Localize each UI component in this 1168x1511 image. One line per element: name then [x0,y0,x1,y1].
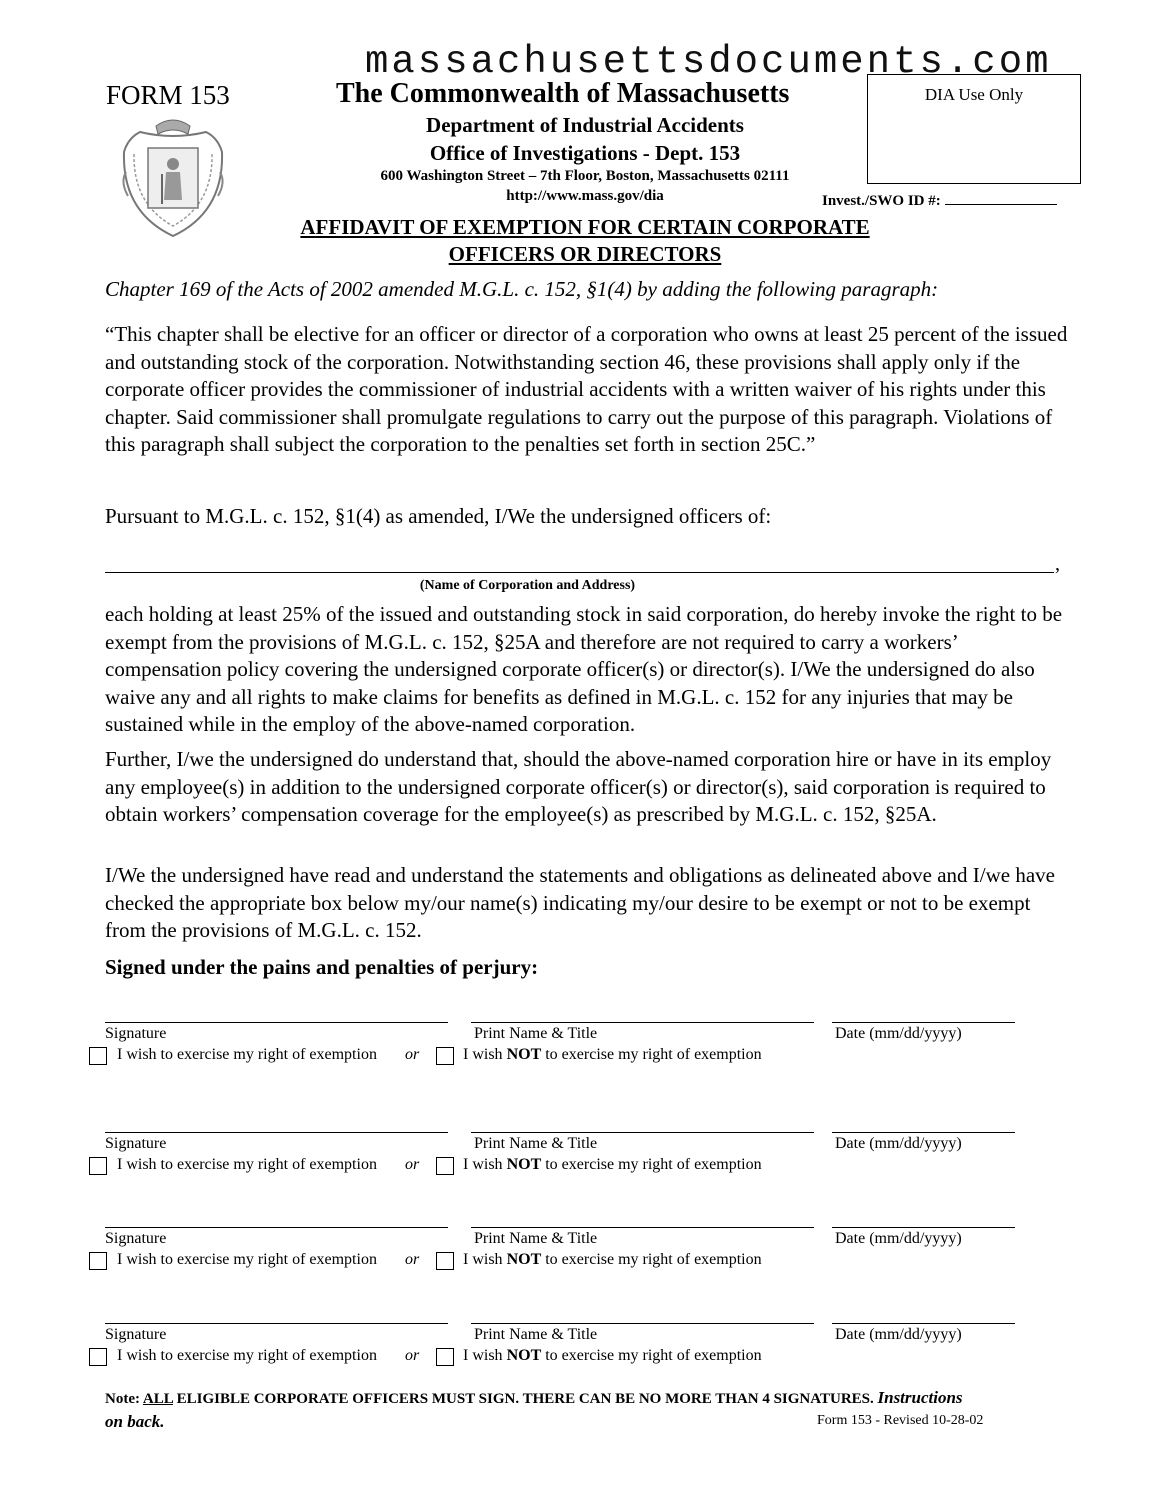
or-text: or [405,1347,420,1364]
office-address: 600 Washington Street – 7th Floor, Boston, Massachusetts 02111 [380,168,790,184]
not-exempt-option-label [463,1156,762,1174]
dia-use-only-box [867,74,1081,184]
exempt-option-label: I wish to exercise my right of exemption [117,1347,377,1364]
not-exempt-prefix: I wish [463,1251,503,1268]
not-exempt-checkbox-1[interactable] [436,1047,454,1065]
not-exempt-prefix: I wish [463,1347,503,1364]
date-line-4[interactable] [832,1323,1015,1324]
department-name: Department of Industrial Accidents [426,113,744,137]
or-text: or [405,1046,420,1063]
date-line-2[interactable] [832,1132,1015,1133]
print-name-label: Print Name & Title [474,1025,598,1042]
or-text: or [405,1156,420,1173]
exempt-option-label: I wish to exercise my right of exemption [117,1156,377,1173]
note-prefix: Note: [105,1391,143,1407]
exempt-option-label: I wish to exercise my right of exemption [117,1251,377,1268]
signature-label: Signature [105,1025,167,1042]
not-exempt-emphasis: NOT [506,1046,542,1063]
note-rest: ELIGIBLE CORPORATE OFFICERS MUST SIGN. THERE CAN BE NO MORE THAN 4 SIGNATURES. [172,1391,878,1407]
signature-label: Signature [105,1230,167,1247]
print-name-line-3[interactable] [471,1227,814,1228]
not-exempt-checkbox-4[interactable] [436,1348,454,1366]
date-label: Date (mm/dd/yyyy) [835,1025,962,1042]
corporation-line-comma: , [1055,553,1060,575]
signature-label: Signature [105,1326,167,1343]
not-exempt-suffix: to exercise my right of exemption [545,1251,762,1268]
form-revision: Form 153 - Revised 10-28-02 [817,1413,984,1428]
exempt-checkbox-1[interactable] [89,1047,107,1065]
not-exempt-emphasis: NOT [506,1156,542,1173]
note-all: ALL [142,1391,173,1407]
print-name-label: Print Name & Title [474,1135,598,1152]
signature-line-2[interactable] [105,1132,448,1133]
footer-note [105,1388,963,1408]
signature-line-4[interactable] [105,1323,448,1324]
exemption-paragraph: each holding at least 25% of the issued and outstanding stock in said corporation, do hereby invoke the right to be exempt from the provisions of M.G.L. c. 152, §25A and therefore are not required to carry a workers’ compensation policy covering the undersigned corporate officer(s) or director(s). I/We the undersigned do also waive any and all rights to make claims for benefits as defined in M.G.L. c. 152 for any injuries that may be sustained while in the employ of the above-named corporation. [105,602,1063,736]
print-name-line-1[interactable] [471,1022,814,1023]
not-exempt-prefix: I wish [463,1156,503,1173]
not-exempt-option-label [463,1046,762,1064]
corporation-name-field[interactable] [105,572,1054,573]
not-exempt-checkbox-2[interactable] [436,1157,454,1175]
not-exempt-suffix: to exercise my right of exemption [545,1156,762,1173]
date-line-3[interactable] [832,1227,1015,1228]
signature-label: Signature [105,1135,167,1152]
corporation-field-label: (Name of Corporation and Address) [419,578,636,593]
statute-quote: “This chapter shall be elective for an officer or director of a corporation who owns at least 25 percent of the issued and outstanding stock of the corporation. Notwithstanding section 46, these provisions shall apply only if the corporate officer provides the commissioner of industrial accidents with a written waiver of his rights under this chapter. Said commissioner shall promulgate regulations to carry out the purpose of this paragraph. Violations of this paragraph shall subject the corporation to the penalties set forth in section 25C.” [105,322,1068,456]
further-paragraph: Further, I/we the undersigned do understand that, should the above-named corporation hire or have in its employ any employee(s) in addition to the undersigned corporate officer(s) or director(s), said corporation is required to obtain workers’ compensation coverage for the employee(s) as prescribed by M.G.L. c. 152, §25A. [105,747,1052,826]
exempt-checkbox-3[interactable] [89,1252,107,1270]
exempt-option-label: I wish to exercise my right of exemption [117,1046,377,1063]
commonwealth-heading: The Commonwealth of Massachusetts [336,78,790,109]
office-name: Office of Investigations - Dept. 153 [429,141,741,165]
office-website[interactable]: http://www.mass.gov/dia [506,188,664,204]
date-label: Date (mm/dd/yyyy) [835,1135,962,1152]
watermark-text: massachusettsdocuments.com [365,40,1052,84]
invest-swo-id-field[interactable] [945,192,1057,205]
exempt-checkbox-4[interactable] [89,1348,107,1366]
not-exempt-option-label [463,1251,762,1269]
print-name-line-4[interactable] [471,1323,814,1324]
chapter-intro: Chapter 169 of the Acts of 2002 amended M.G.L. c. 152, §1(4) by adding the following paragraph: [105,277,939,301]
pursuant-statement: Pursuant to M.G.L. c. 152, §1(4) as amended, I/We the undersigned officers of: [105,504,772,528]
signature-line-1[interactable] [105,1022,448,1023]
not-exempt-checkbox-3[interactable] [436,1252,454,1270]
signature-line-3[interactable] [105,1227,448,1228]
exempt-checkbox-2[interactable] [89,1157,107,1175]
note-instructions: Instructions [877,1388,963,1407]
acknowledgement-paragraph: I/We the undersigned have read and understand the statements and obligations as delineated above and I/we have checked the appropriate box below my/our name(s) indicating my/our desire to be exempt or not to be exempt from the provisions of M.G.L. c. 152. [105,863,1055,942]
print-name-line-2[interactable] [471,1132,814,1133]
note-on-back: on back. [105,1412,165,1431]
form-title-line2: OFFICERS OR DIRECTORS [448,242,722,266]
dia-use-only-label: DIA Use Only [924,85,1024,104]
form-title-line1: AFFIDAVIT OF EXEMPTION FOR CERTAIN CORPORATE [300,215,870,239]
date-line-1[interactable] [832,1022,1015,1023]
not-exempt-option-label [463,1347,762,1365]
not-exempt-emphasis: NOT [506,1251,542,1268]
perjury-statement: Signed under the pains and penalties of perjury: [105,955,539,979]
not-exempt-emphasis: NOT [506,1347,542,1364]
date-label: Date (mm/dd/yyyy) [835,1230,962,1247]
or-text: or [405,1251,420,1268]
print-name-label: Print Name & Title [474,1230,598,1247]
date-label: Date (mm/dd/yyyy) [835,1326,962,1343]
not-exempt-suffix: to exercise my right of exemption [545,1046,762,1063]
form-number: FORM 153 [106,80,230,110]
not-exempt-prefix: I wish [463,1046,503,1063]
invest-swo-id [822,192,1057,210]
print-name-label: Print Name & Title [474,1326,598,1343]
invest-swo-id-label: Invest./SWO ID #: [822,193,941,209]
not-exempt-suffix: to exercise my right of exemption [545,1347,762,1364]
